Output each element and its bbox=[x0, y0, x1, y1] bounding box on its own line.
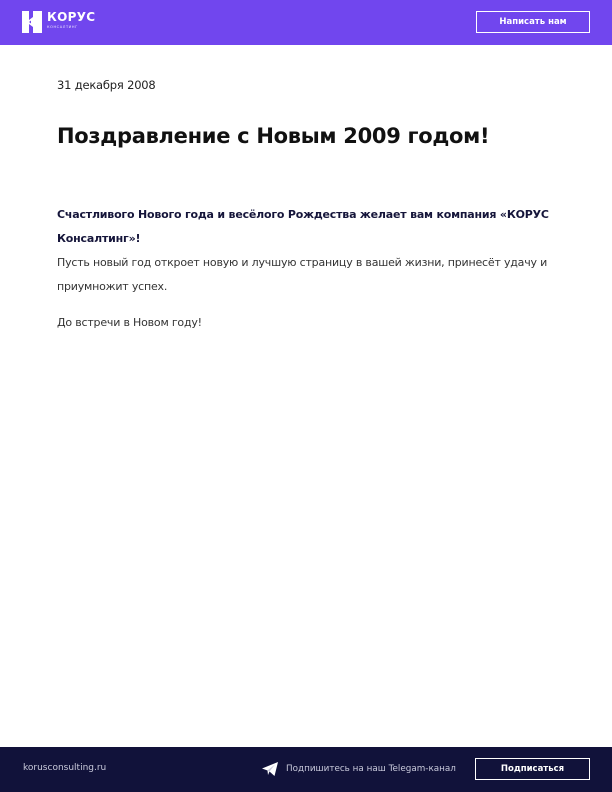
logo-name: КОРУС bbox=[47, 10, 96, 24]
article-date: 31 декабря 2008 bbox=[57, 78, 156, 92]
article-paragraph: Пусть новый год откроет новую и лучшую страницу в вашей жизни, принесёт удачу и приумножит успех. bbox=[57, 256, 548, 293]
site-header bbox=[0, 0, 612, 45]
contact-us-button[interactable]: Написать нам bbox=[476, 11, 590, 33]
site-footer bbox=[0, 747, 612, 792]
telegram-promo[interactable] bbox=[262, 762, 456, 776]
korus-logo-mark-icon bbox=[22, 11, 42, 33]
article-body bbox=[57, 203, 557, 335]
article-closing: До встречи в Новом году! bbox=[57, 316, 202, 329]
subscribe-button[interactable]: Подписаться bbox=[475, 758, 590, 780]
site-link[interactable]: korusconsulting.ru bbox=[23, 763, 107, 773]
article-title: Поздравление с Новым 2009 годом! bbox=[57, 124, 490, 148]
logo-subtitle: КОНСАЛТИНГ bbox=[47, 25, 78, 29]
article-lead: Счастливого Нового года и весёлого Рождества желает вам компания «КОРУС Консалтинг»! bbox=[57, 208, 549, 245]
telegram-icon bbox=[262, 762, 278, 776]
company-logo[interactable] bbox=[22, 11, 95, 34]
logo-text bbox=[47, 11, 95, 30]
telegram-text: Подпишитесь на наш Telegam-канал bbox=[286, 764, 456, 774]
